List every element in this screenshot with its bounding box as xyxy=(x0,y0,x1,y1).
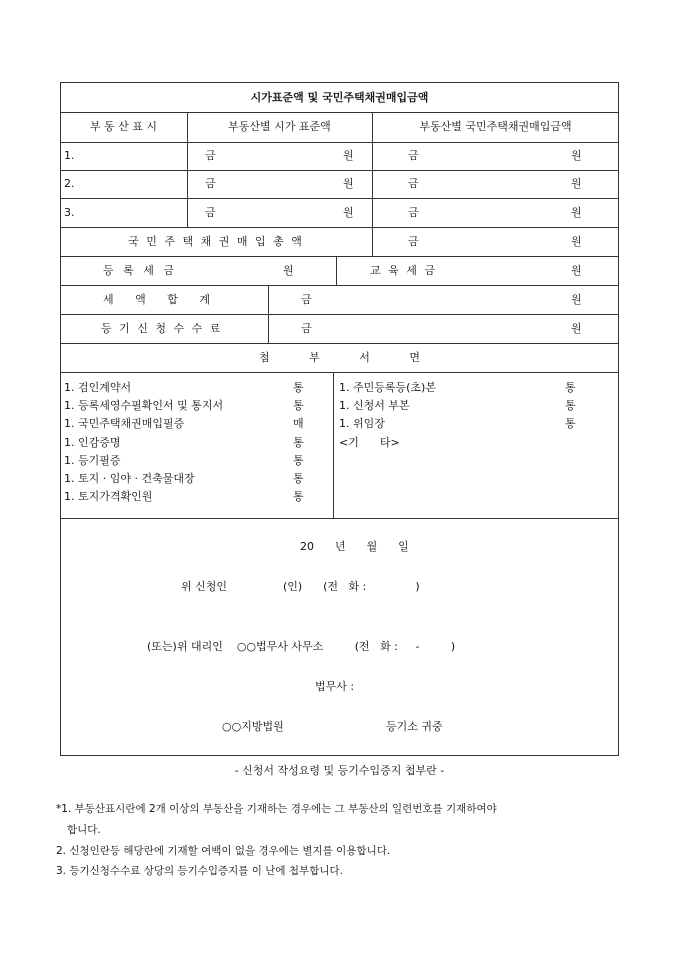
attachment-unit: 통 xyxy=(293,436,304,449)
attachment-unit: 매 xyxy=(293,417,304,430)
amount-prefix: 금 xyxy=(205,149,216,162)
attachment-unit: 통 xyxy=(293,399,304,412)
attachment-unit: 통 xyxy=(293,490,304,503)
lawyer-line: 법무사 : xyxy=(315,680,355,693)
rule xyxy=(60,227,619,228)
currency-unit: 원 xyxy=(571,177,582,190)
rule xyxy=(60,112,619,113)
bond-total-label: 국 민 주 택 채 권 매 입 총 액 xyxy=(128,235,304,248)
attachment-item: 1. 토지 · 임야 · 건축물대장 xyxy=(64,472,195,485)
currency-unit: 원 xyxy=(571,235,582,248)
rule xyxy=(60,285,619,286)
currency-unit: 원 xyxy=(571,322,582,335)
attachment-unit: 통 xyxy=(293,472,304,485)
header-standard-price: 부동산별 시가 표준액 xyxy=(228,120,331,133)
attachment-unit: 통 xyxy=(565,417,576,430)
instruction-note: 합니다. xyxy=(67,824,101,836)
currency-unit: 원 xyxy=(571,293,582,306)
attachment-item: 1. 검인계약서 xyxy=(64,381,132,394)
tax-sum-label: 세 액 합 계 xyxy=(103,293,219,306)
attachment-item: 1. 신청서 부본 xyxy=(339,399,410,412)
currency-unit: 원 xyxy=(571,149,582,162)
attachment-item: 1. 주민등록등(초)본 xyxy=(339,381,436,394)
rule xyxy=(60,198,619,199)
instruction-note: 2. 신청인란등 해당란에 기재할 여백이 없을 경우에는 별지를 이용합니다. xyxy=(56,845,391,857)
currency-unit: 원 xyxy=(283,264,294,277)
registry-addressee: 등기소 귀중 xyxy=(386,720,443,733)
application-date: 20 년 월 일 xyxy=(300,540,409,553)
currency-unit: 원 xyxy=(571,264,582,277)
attachment-item: 1. 국민주택채권매입필증 xyxy=(64,417,185,430)
rule xyxy=(60,372,619,373)
rule xyxy=(60,314,619,315)
attachment-item: 1. 등록세영수필확인서 및 통지서 xyxy=(64,399,224,412)
instruction-note: 3. 등기신청수수료 상당의 등기수입증지를 이 난에 첩부합니다. xyxy=(56,865,343,877)
header-bond-amount: 부동산별 국민주택채권매입금액 xyxy=(419,120,572,133)
applicant-line: 위 신청인 (인) (전 화 : ) xyxy=(181,580,420,593)
currency-unit: 원 xyxy=(343,149,354,162)
attachment-item: 1. 위임장 xyxy=(339,417,385,430)
attachment-item: 1. 토지가격확인원 xyxy=(64,490,153,503)
currency-unit: 원 xyxy=(343,177,354,190)
amount-prefix: 금 xyxy=(301,293,312,306)
header-property: 부 동 산 표 시 xyxy=(89,120,158,133)
registration-tax-label: 등 록 세 금 xyxy=(103,264,177,277)
attachment-other: <기 타> xyxy=(339,436,400,449)
currency-unit: 원 xyxy=(343,206,354,219)
row-number: 2. xyxy=(64,177,75,190)
agent-line: (또는)위 대리인 ○○법무사 사무소 (전 화 : - ) xyxy=(147,640,456,653)
attachment-unit: 통 xyxy=(565,381,576,394)
attachment-item: 1. 등기필증 xyxy=(64,454,121,467)
amount-prefix: 금 xyxy=(408,206,419,219)
stamp-note: - 신청서 작성요령 및 등기수입증지 첩부란 - xyxy=(234,764,445,777)
attachment-item: 1. 인감증명 xyxy=(64,436,121,449)
rule xyxy=(60,170,619,171)
attachment-unit: 통 xyxy=(293,381,304,394)
amount-prefix: 금 xyxy=(301,322,312,335)
currency-unit: 원 xyxy=(571,206,582,219)
education-tax-label: 교 육 세 금 xyxy=(370,264,437,277)
row-number: 1. xyxy=(64,149,75,162)
instruction-note: *1. 부동산표시란에 2개 이상의 부동산을 기재하는 경우에는 그 부동산의 일련번호를 기재하여야 xyxy=(56,803,497,815)
amount-prefix: 금 xyxy=(205,177,216,190)
amount-prefix: 금 xyxy=(408,149,419,162)
fee-label: 등 기 신 청 수 수 료 xyxy=(101,322,223,335)
rule xyxy=(268,285,269,343)
attachment-unit: 통 xyxy=(293,454,304,467)
form-title: 시가표준액 및 국민주택채권매입금액 xyxy=(250,91,429,104)
row-number: 3. xyxy=(64,206,75,219)
rule xyxy=(60,256,619,257)
court-name: ○○지방법원 xyxy=(222,720,284,733)
rule xyxy=(336,256,337,285)
attachments-title: 첨 부 서 면 xyxy=(259,351,438,364)
amount-prefix: 금 xyxy=(205,206,216,219)
rule xyxy=(60,343,619,344)
amount-prefix: 금 xyxy=(408,235,419,248)
rule xyxy=(60,142,619,143)
rule xyxy=(60,518,619,519)
rule xyxy=(333,372,334,518)
amount-prefix: 금 xyxy=(408,177,419,190)
attachment-unit: 통 xyxy=(565,399,576,412)
